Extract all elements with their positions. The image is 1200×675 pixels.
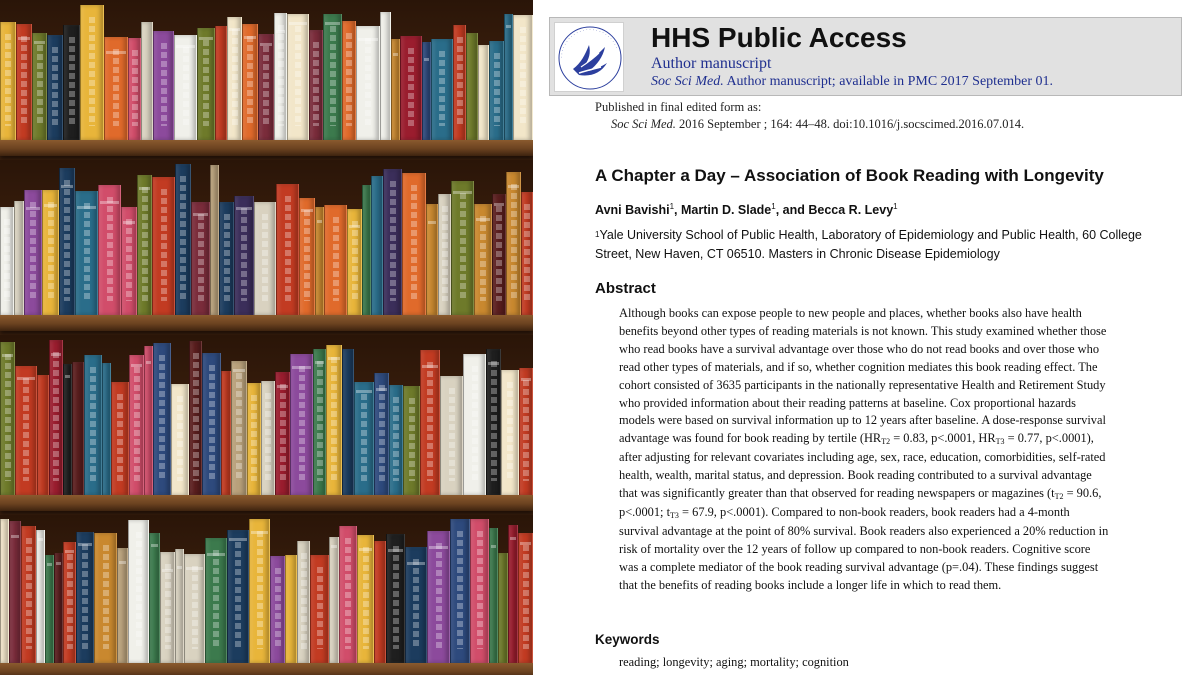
affiliation-sup: 1 <box>595 230 600 239</box>
book-spine <box>219 202 234 315</box>
book-spine <box>362 185 371 315</box>
keywords-heading: Keywords <box>595 632 660 647</box>
hhs-eagle-logo-icon <box>554 22 624 92</box>
banner-journal: Soc Sci Med. <box>651 74 724 89</box>
book-spine <box>371 176 383 315</box>
abstract-text: who provided information about their reading patterns at baseline. Cox proportional hazards <box>619 395 1076 410</box>
book-spine <box>403 386 420 495</box>
affiliation <box>595 226 1155 263</box>
book-spine <box>309 30 323 140</box>
affiliation-text: Yale University School of Public Health, Laboratory of Epidemiology and Public Health, 60 College Street, New Haven, CT 06510. Masters in Chronic Disease Epidemiology <box>595 228 1142 261</box>
book-spine <box>450 519 470 663</box>
book-spine <box>474 204 492 315</box>
shelf-board <box>0 140 533 156</box>
book-spine <box>128 520 149 663</box>
book-spine <box>49 340 63 495</box>
abstract-line <box>619 559 1179 577</box>
book-spine <box>32 33 47 140</box>
book-spine <box>470 519 489 663</box>
book-spine <box>400 36 422 140</box>
book-spine <box>84 355 102 495</box>
abstract-heading: Abstract <box>595 280 656 297</box>
book-spine <box>63 542 76 663</box>
book-spine <box>420 350 440 495</box>
book-spine <box>0 22 16 140</box>
manuscript-page <box>533 0 1200 675</box>
banner-availability-text: Author manuscript; available in PMC 2017 September 01. <box>726 74 1054 89</box>
book-spine <box>427 531 450 663</box>
abstract-subscript: T3 <box>995 437 1005 447</box>
abstract-subscript: T2 <box>1054 492 1064 502</box>
abstract-text: p<.0001; t <box>619 504 671 519</box>
author-name: Becca R. Levy <box>808 203 894 217</box>
book-spine <box>231 361 247 495</box>
book-spine <box>153 343 171 495</box>
shelf-board <box>0 495 533 511</box>
bookshelf-photo <box>0 0 533 675</box>
book-spine <box>356 26 380 140</box>
book-spine <box>492 194 506 315</box>
abstract-text: = 67.9, p<.0001). Compared to non-book readers, book readers had a 4-month <box>678 504 1070 519</box>
abstract-text: was a complete mediator of the book reading survival advantage (p=.04). These findings suggest <box>619 559 1099 574</box>
book-spine <box>221 371 231 495</box>
book-spine <box>440 376 463 495</box>
book-spine <box>104 37 128 140</box>
abstract-subscript: T3 <box>670 510 679 520</box>
book-spine <box>72 362 84 495</box>
book-spine <box>242 24 258 140</box>
abstract-line <box>619 541 1179 559</box>
book-spine <box>297 541 310 663</box>
abstract-text: health, wealth, marital status, and depression. Book reading contributed to a survival advantage <box>619 468 1092 483</box>
book-spine <box>15 366 37 495</box>
book-spine <box>197 28 215 140</box>
book-spine <box>506 172 521 315</box>
author-name: Martin D. Slade <box>680 203 772 217</box>
book-spine <box>323 14 342 140</box>
book-spine <box>342 349 354 495</box>
banner-subtitle: Author manuscript <box>651 55 772 72</box>
abstract-line <box>619 523 1179 541</box>
hhs-public-access-banner <box>549 17 1182 96</box>
book-spine <box>438 194 451 315</box>
book-spine <box>285 555 297 663</box>
abstract-line <box>619 430 1179 449</box>
book-spine <box>501 370 519 495</box>
book-spine <box>489 528 498 663</box>
abstract-line <box>619 449 1179 467</box>
book-spine <box>422 42 431 140</box>
book-spine <box>215 26 227 140</box>
book-spine <box>63 364 72 495</box>
book-spine <box>518 533 533 663</box>
book-spine <box>247 383 261 495</box>
abstract-text: = 0.83, p<.0001, HR <box>890 431 996 446</box>
book-spine <box>144 346 153 495</box>
abstract-text: cohort consisted of 3635 participants in the nationally representative Health and Retirement Study <box>619 377 1106 392</box>
book-spine <box>326 345 342 495</box>
book-spine <box>354 382 374 495</box>
abstract-line <box>619 467 1179 485</box>
book-spine <box>37 375 49 495</box>
book-spine <box>9 521 21 663</box>
author-affiliation-sup: 1 <box>771 202 776 211</box>
book-spine <box>76 532 94 663</box>
book-spine <box>234 196 254 315</box>
book-spine <box>102 363 111 495</box>
book-spine <box>391 39 400 140</box>
book-spine <box>466 33 478 140</box>
book-spine <box>380 12 391 140</box>
published-citation-text: 2016 September ; 164: 44–48. doi:10.1016/j.socscimed.2016.07.014. <box>679 117 1025 131</box>
abstract-line <box>619 341 1179 359</box>
keywords-list: reading; longevity; aging; mortality; cognition <box>619 655 849 669</box>
book-spine <box>205 538 227 663</box>
published-citation-line <box>595 116 1024 133</box>
book-spine <box>171 384 189 495</box>
book-spine <box>59 168 75 315</box>
author-separator: , and <box>775 203 809 217</box>
abstract-line <box>619 412 1179 430</box>
book-spine <box>324 205 347 315</box>
abstract-text: Although books can expose people to new people and places, whether books also have health <box>619 306 1082 320</box>
book-spine <box>21 526 36 663</box>
abstract-text: advantage was found for book reading by tertile (HR <box>619 431 882 446</box>
svg-text:· · · · · · · · · · · · · · ·: · · · · · · · · · · · · · · · · · · · · · · · · <box>558 26 620 59</box>
book-spine <box>175 549 184 663</box>
book-spine <box>152 177 175 315</box>
book-spine <box>0 207 14 315</box>
shelf-row <box>0 160 533 315</box>
book-spine <box>254 202 276 315</box>
shelf-board <box>0 315 533 331</box>
book-spine <box>175 164 191 315</box>
book-spine <box>508 525 518 663</box>
abstract-text: after adjusting for relevant covariates including age, sex, race, education, comorbidities, self-rated <box>619 450 1106 465</box>
book-spine <box>274 13 287 140</box>
book-spine <box>0 519 9 663</box>
author-affiliation-sup: 1 <box>669 202 675 211</box>
book-spine <box>227 17 242 140</box>
abstract-line <box>619 305 1179 323</box>
book-spine <box>463 354 486 495</box>
abstract-text: who read books have a survival advantage over those who do not read books and over those who <box>619 341 1100 356</box>
book-spine <box>36 530 45 663</box>
book-spine <box>402 173 426 315</box>
book-spine <box>80 5 104 140</box>
abstract-text: models were based on survival information up to 12 years after baseline. A dose-response survival <box>619 413 1106 428</box>
book-spine <box>117 548 128 663</box>
paper-title: A Chapter a Day – Association of Book Reading with Longevity <box>595 166 1104 185</box>
abstract-text: survival advantage at the point of 80% survival. Book readers also experienced a 20% reduction in <box>619 523 1109 538</box>
book-spine <box>339 526 357 663</box>
book-spine <box>258 34 274 140</box>
book-spine <box>202 353 221 495</box>
book-spine <box>310 555 329 663</box>
book-spine <box>451 181 474 315</box>
book-spine <box>276 184 299 315</box>
author-list <box>595 203 898 217</box>
book-spine <box>189 341 202 495</box>
book-spine <box>386 534 405 663</box>
book-spine <box>426 204 438 315</box>
book-spine <box>261 381 275 495</box>
book-spine <box>315 207 324 315</box>
book-spine <box>24 190 42 315</box>
book-spine <box>153 31 174 140</box>
abstract-body <box>619 305 1179 595</box>
book-spine <box>14 201 24 315</box>
banner-availability <box>651 74 1053 90</box>
book-spine <box>128 38 141 140</box>
book-spine <box>16 24 32 140</box>
book-spine <box>137 175 152 315</box>
book-spine <box>63 25 80 140</box>
shelf-board <box>0 663 533 675</box>
book-spine <box>383 169 402 315</box>
book-spine <box>347 209 362 315</box>
abstract-text: read other types of materials, and if so, whether cognition mediates this book reading effect. The <box>619 359 1098 374</box>
shelf-row <box>0 0 533 140</box>
book-spine <box>98 185 121 315</box>
book-spine <box>275 372 290 495</box>
abstract-line <box>619 504 1179 523</box>
book-spine <box>42 190 59 315</box>
abstract-line <box>619 323 1179 341</box>
book-spine <box>121 207 137 315</box>
book-spine <box>405 547 427 663</box>
published-label: Published in final edited form as: <box>595 100 762 114</box>
book-spine <box>174 35 197 140</box>
abstract-text: benefits beyond other types of reading materials is not known. This study examined whether those <box>619 323 1107 338</box>
book-spine <box>129 355 144 495</box>
abstract-text: that was significantly greater than that observed for reading newspapers or magazines (t <box>619 486 1055 501</box>
abstract-text: = 90.6, <box>1063 486 1102 501</box>
published-citation <box>595 99 1024 133</box>
book-spine <box>299 198 315 315</box>
book-spine <box>54 553 63 663</box>
author-name: Avni Bavishi <box>595 203 670 217</box>
book-spine <box>270 556 285 663</box>
book-spine <box>357 535 374 663</box>
book-spine <box>184 554 205 663</box>
book-spine <box>453 25 466 140</box>
abstract-text: that the benefits of reading books include a longer life in which to read them. <box>619 577 1002 592</box>
book-spine <box>374 541 386 663</box>
book-spine <box>94 533 117 663</box>
abstract-text: risk of mortality over the 12 years of follow up compared to non-book readers. Cognitive score <box>619 541 1091 556</box>
book-spine <box>389 385 403 495</box>
book-spine <box>478 45 489 140</box>
abstract-text: = 0.77, p<.0001), <box>1004 431 1094 446</box>
author-separator: , <box>674 203 681 217</box>
book-spine <box>290 354 313 495</box>
abstract-line <box>619 377 1179 395</box>
abstract-line <box>619 485 1179 504</box>
book-spine <box>75 191 98 315</box>
book-spine <box>486 349 501 495</box>
book-spine <box>47 35 63 140</box>
abstract-line <box>619 577 1179 595</box>
book-spine <box>329 537 339 663</box>
book-spine <box>141 22 153 140</box>
book-spine <box>431 39 453 140</box>
shelf-row <box>0 335 533 495</box>
book-spine <box>498 553 508 663</box>
abstract-line <box>619 359 1179 377</box>
book-spine <box>513 15 533 140</box>
abstract-line <box>619 395 1179 413</box>
book-spine <box>489 41 504 140</box>
book-spine <box>0 342 15 495</box>
book-spine <box>521 192 533 315</box>
book-spine <box>191 202 210 315</box>
book-spine <box>313 349 326 495</box>
book-spine <box>210 165 219 315</box>
published-journal: Soc Sci Med. <box>611 117 676 131</box>
book-spine <box>504 14 513 140</box>
book-spine <box>45 555 54 663</box>
book-spine <box>227 530 249 663</box>
author-affiliation-sup: 1 <box>893 202 898 211</box>
book-spine <box>249 519 270 663</box>
book-spine <box>342 21 356 140</box>
book-spine <box>374 373 389 495</box>
shelf-row <box>0 515 533 663</box>
banner-title: HHS Public Access <box>651 22 907 53</box>
book-spine <box>111 382 129 495</box>
abstract-subscript: T2 <box>881 437 891 447</box>
book-spine <box>287 14 309 140</box>
book-spine <box>149 533 160 663</box>
book-spine <box>519 368 533 495</box>
book-spine <box>160 552 175 663</box>
